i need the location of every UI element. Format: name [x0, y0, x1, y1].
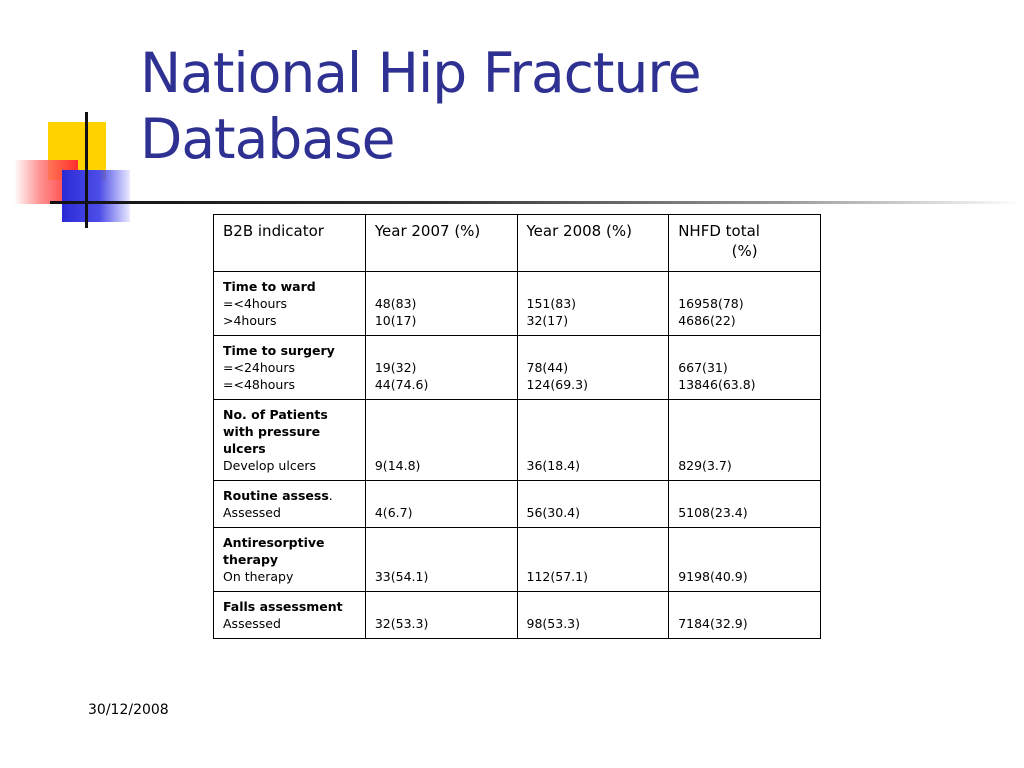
- value-total: 13846(63.8): [678, 377, 756, 392]
- sub-indicator-label: =<4hours: [223, 296, 288, 311]
- spacer: [375, 551, 508, 568]
- spacer: [527, 278, 660, 295]
- value-y2008: 112(57.1): [526, 569, 588, 584]
- spacer: [678, 423, 811, 440]
- spacer: [375, 423, 508, 440]
- value-total: 9198(40.9): [678, 569, 748, 584]
- value-cell-y2007: [365, 528, 517, 592]
- spacer: [527, 423, 660, 440]
- indicator-suffix: .: [328, 488, 333, 503]
- value-y2007: 48(83): [374, 296, 417, 311]
- horizontal-rule: [50, 201, 1024, 204]
- value-y2008: 124(69.3): [526, 377, 588, 392]
- value-y2007: 9(14.8): [374, 458, 421, 473]
- value-cell-y2008: [517, 481, 669, 528]
- spacer: [678, 551, 811, 568]
- indicator-cell: [214, 528, 366, 592]
- table-row: [214, 528, 821, 592]
- sub-indicator-label: Assessed: [223, 505, 281, 520]
- spacer: [375, 278, 508, 295]
- value-y2007: 32(53.3): [374, 616, 429, 631]
- spacer: [527, 440, 660, 457]
- value-cell-y2007: [365, 592, 517, 639]
- spacer: [527, 598, 660, 615]
- value-cell-total: [669, 400, 821, 481]
- value-total: 829(3.7): [678, 458, 732, 473]
- sub-indicator-label: On therapy: [223, 569, 294, 584]
- spacer: [375, 487, 508, 504]
- indicator-name: Antiresorptive: [223, 535, 325, 550]
- value-total: 4686(22): [678, 313, 736, 328]
- sub-indicator-label: Develop ulcers: [223, 458, 317, 473]
- value-y2008: 78(44): [526, 360, 569, 375]
- value-cell-total: [669, 272, 821, 336]
- spacer: [678, 598, 811, 615]
- value-total: 5108(23.4): [678, 505, 748, 520]
- indicator-cell: [214, 400, 366, 481]
- value-total: 16958(78): [678, 296, 744, 311]
- value-cell-y2008: [517, 528, 669, 592]
- value-cell-y2008: [517, 592, 669, 639]
- spacer: [678, 534, 811, 551]
- blue-square: [62, 170, 130, 222]
- value-y2008: 36(18.4): [526, 458, 581, 473]
- value-y2008: 98(53.3): [526, 616, 581, 631]
- value-y2008: 56(30.4): [526, 505, 581, 520]
- value-cell-total: [669, 528, 821, 592]
- indicator-name: Routine assess: [223, 488, 329, 503]
- value-y2007: 44(74.6): [374, 377, 429, 392]
- value-cell-total: [669, 481, 821, 528]
- spacer: [527, 487, 660, 504]
- spacer: [375, 406, 508, 423]
- sub-indicator-label: >4hours: [223, 313, 277, 328]
- indicator-name: therapy: [223, 552, 279, 567]
- value-y2008: 151(83): [526, 296, 577, 311]
- value-cell-total: [669, 592, 821, 639]
- indicator-name: ulcers: [223, 441, 266, 456]
- spacer: [678, 406, 811, 423]
- spacer: [527, 342, 660, 359]
- header-year-2008: Year 2008 (%): [517, 215, 669, 272]
- spacer: [527, 406, 660, 423]
- title-line-2: Database: [140, 107, 395, 171]
- spacer: [375, 534, 508, 551]
- sub-indicator-label: Assessed: [223, 616, 281, 631]
- indicator-name: No. of Patients: [223, 407, 328, 422]
- indicator-cell: [214, 336, 366, 400]
- indicator-cell: [214, 272, 366, 336]
- sub-indicator-label: =<48hours: [223, 377, 295, 392]
- indicator-name: Falls assessment: [223, 599, 343, 614]
- spacer: [678, 440, 811, 457]
- slide-title: [140, 40, 1000, 172]
- value-cell-y2007: [365, 400, 517, 481]
- value-cell-y2007: [365, 272, 517, 336]
- header-row: [214, 215, 821, 272]
- spacer: [527, 551, 660, 568]
- header-year-2007: Year 2007 (%): [365, 215, 517, 272]
- header-nhfd-total: [669, 215, 821, 272]
- value-cell-y2007: [365, 336, 517, 400]
- value-y2007: 10(17): [374, 313, 417, 328]
- spacer: [678, 342, 811, 359]
- spacer: [527, 534, 660, 551]
- indicator-name-wrap: [223, 487, 356, 504]
- value-cell-y2007: [365, 481, 517, 528]
- title-line-1: National Hip Fracture: [140, 41, 701, 105]
- spacer: [678, 487, 811, 504]
- table-row: [214, 272, 821, 336]
- table-row: [214, 400, 821, 481]
- indicator-cell: [214, 481, 366, 528]
- indicator-cell: [214, 592, 366, 639]
- table-row: [214, 336, 821, 400]
- indicator-name: Time to ward: [223, 279, 316, 294]
- value-y2007: 4(6.7): [374, 505, 413, 520]
- value-y2008: 32(17): [526, 313, 569, 328]
- indicator-name: with pressure: [223, 424, 321, 439]
- value-total: 7184(32.9): [678, 616, 748, 631]
- spacer: [375, 342, 508, 359]
- spacer: [375, 440, 508, 457]
- sub-indicator-label: =<24hours: [223, 360, 295, 375]
- vertical-rule: [85, 112, 88, 228]
- value-cell-y2008: [517, 400, 669, 481]
- value-y2007: 19(32): [374, 360, 417, 375]
- header-nhfd-total-label: NHFD total: [678, 222, 760, 240]
- indicator-name: Time to surgery: [223, 343, 335, 358]
- value-y2007: 33(54.1): [374, 569, 429, 584]
- spacer: [375, 598, 508, 615]
- table-row: [214, 592, 821, 639]
- header-b2b-indicator: B2B indicator: [214, 215, 366, 272]
- indicator-table: [213, 214, 821, 639]
- footer-date: 30/12/2008: [88, 702, 169, 718]
- value-cell-total: [669, 336, 821, 400]
- spacer: [678, 278, 811, 295]
- table-row: [214, 481, 821, 528]
- value-cell-y2008: [517, 272, 669, 336]
- value-total: 667(31): [678, 360, 728, 375]
- value-cell-y2008: [517, 336, 669, 400]
- header-nhfd-total-unit: (%): [731, 242, 758, 260]
